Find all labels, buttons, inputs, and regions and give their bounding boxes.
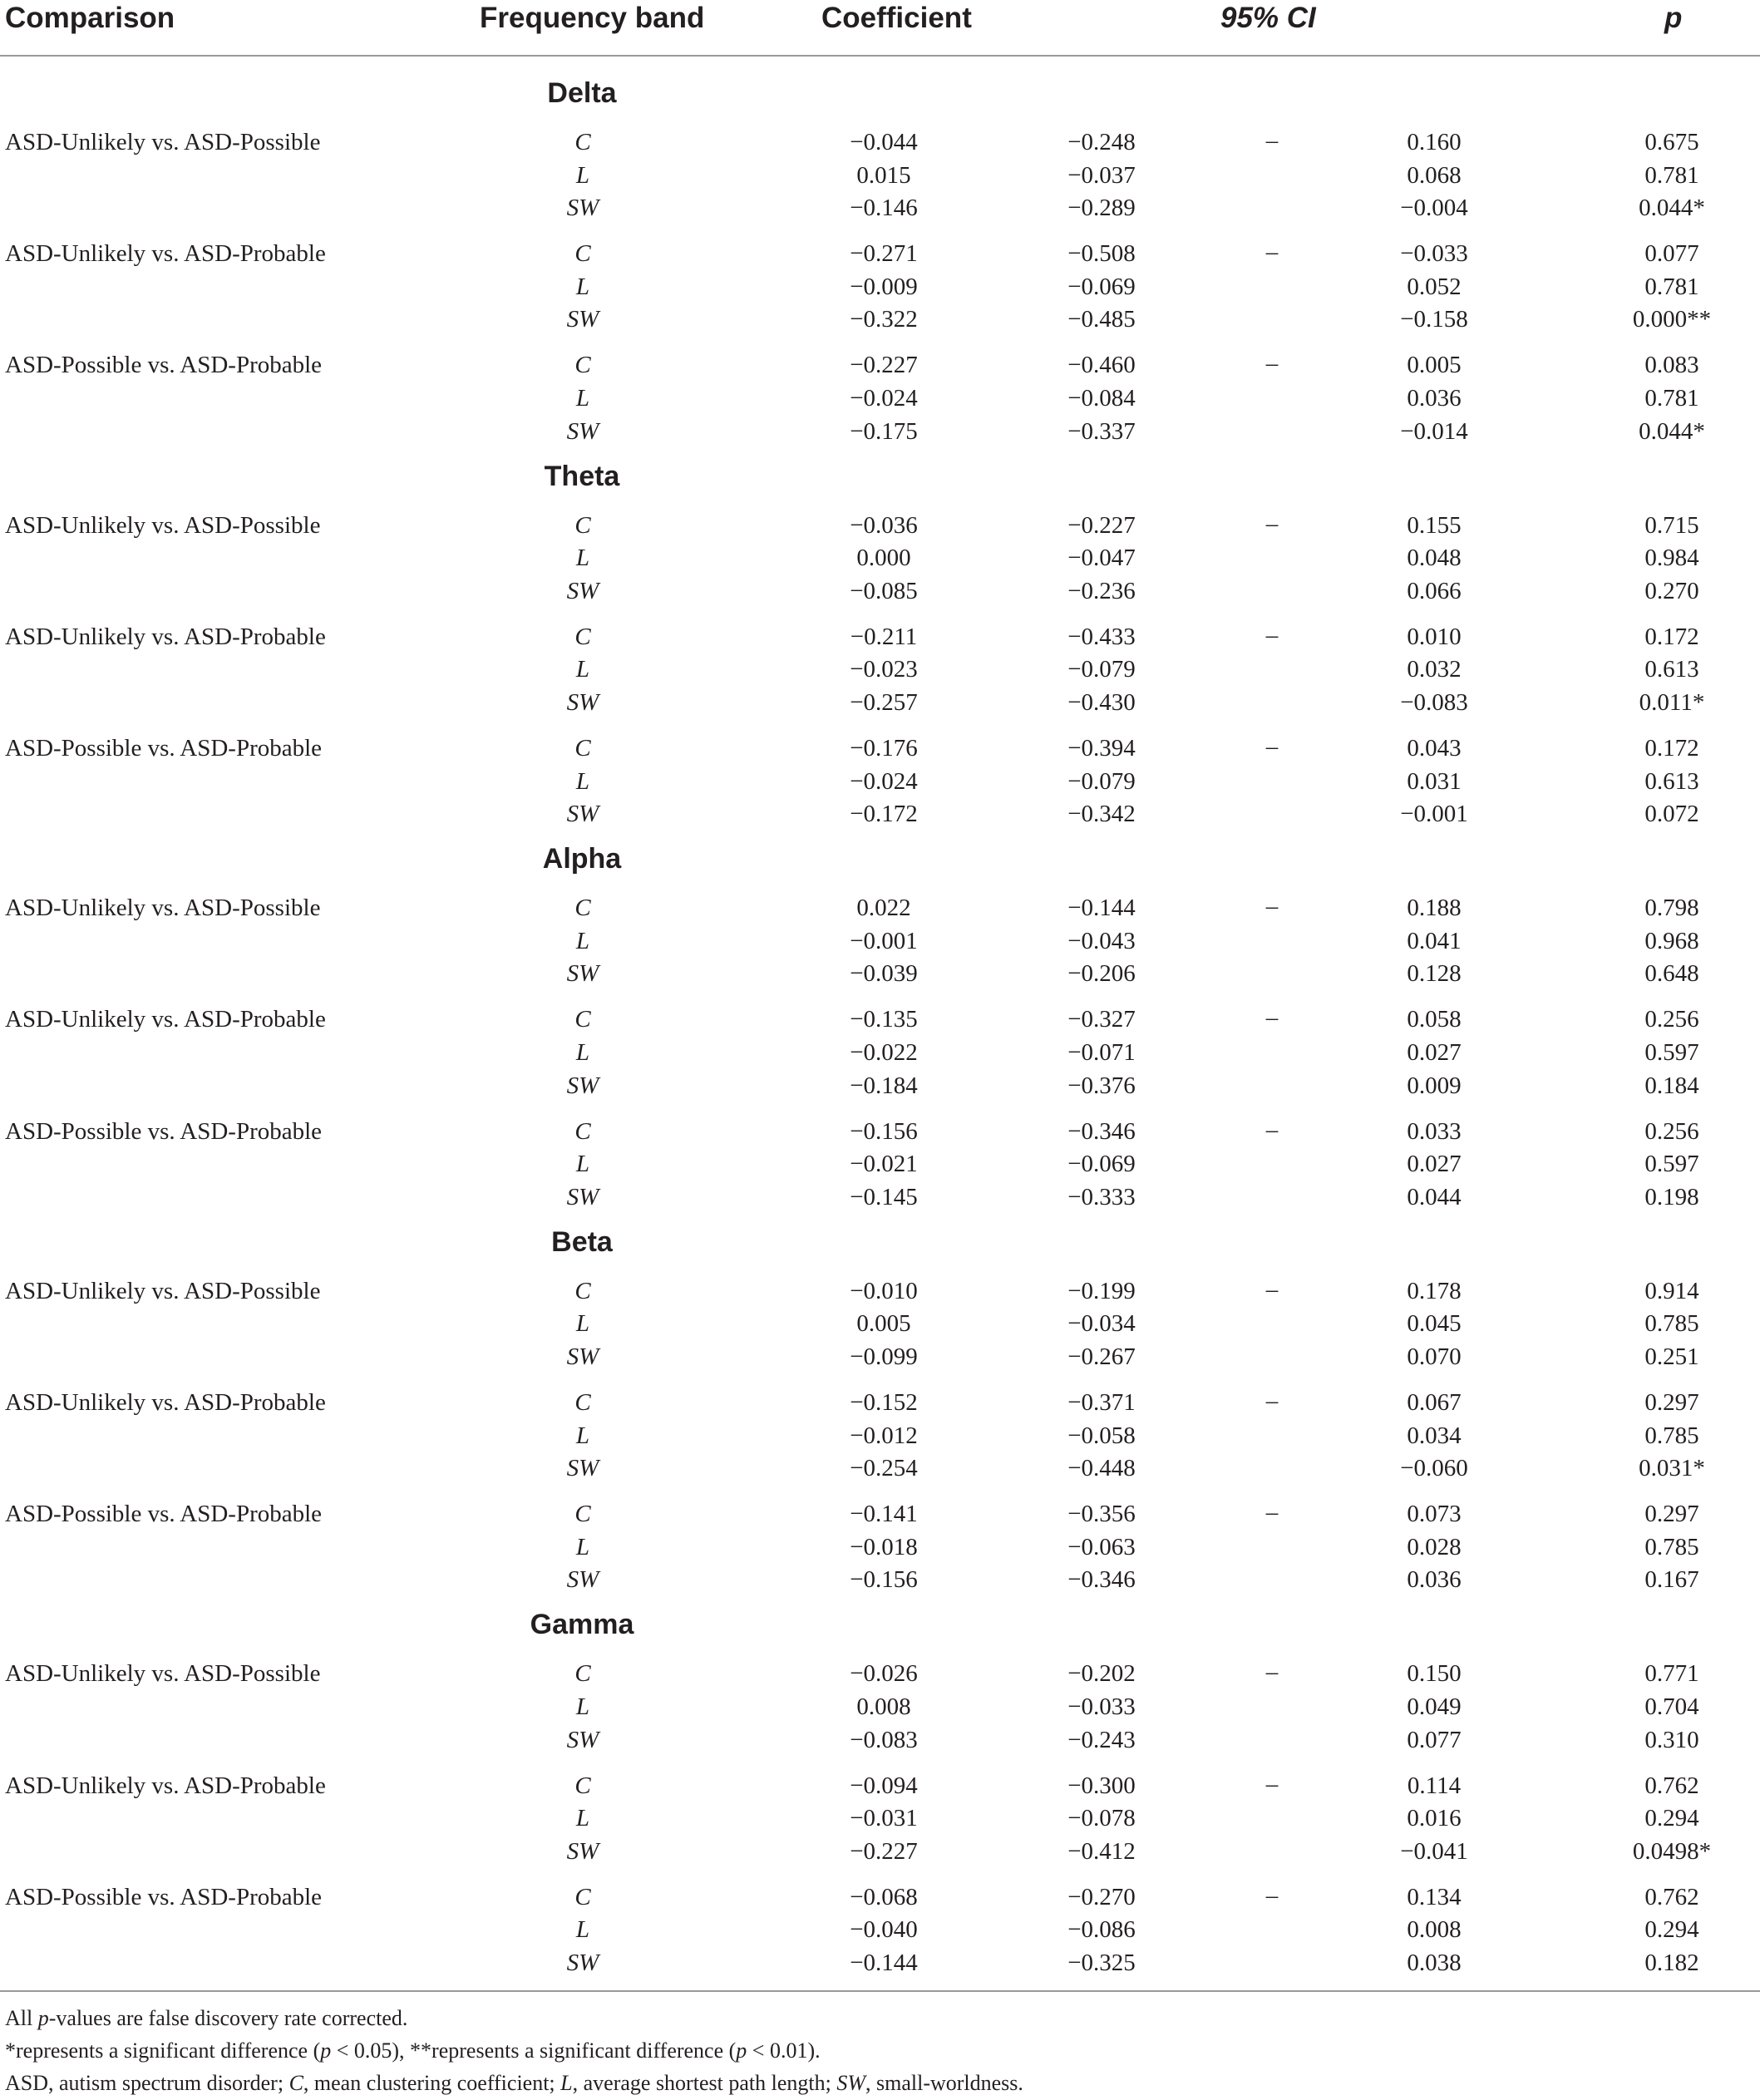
coefficient-value: −0.211	[850, 623, 918, 650]
p-value: 0.294	[1644, 1805, 1699, 1832]
comparison-label: ASD-Possible vs. ASD-Probable	[5, 1883, 323, 1910]
metric-label: SW	[566, 306, 599, 333]
metric-label: C	[574, 511, 591, 539]
ci-upper-value: −0.033	[1400, 240, 1468, 268]
ci-separator: –	[1265, 350, 1279, 377]
p-value: 0.0498*	[1632, 1837, 1712, 1865]
ci-upper-value: −0.001	[1400, 801, 1468, 828]
ci-lower-value: −0.412	[1067, 1837, 1136, 1865]
ci-separator: –	[1265, 893, 1279, 920]
metric-label: SW	[566, 1455, 599, 1482]
ci-lower-value: −0.086	[1067, 1916, 1136, 1944]
ci-lower-value: −0.371	[1067, 1389, 1136, 1416]
ci-upper-value: 0.066	[1407, 577, 1462, 604]
footnote-significance: *represents a significant difference (p < 0.05), **represents a significant difference (p < 0.01).	[5, 2038, 821, 2063]
p-value: 0.044*	[1639, 195, 1705, 222]
comparison-label: ASD-Unlikely vs. ASD-Possible	[5, 511, 321, 539]
ci-separator: –	[1265, 1388, 1279, 1414]
metric-label: L	[575, 385, 590, 412]
ci-lower-value: −0.460	[1067, 352, 1136, 379]
metric-label: C	[574, 1660, 591, 1688]
ci-upper-value: 0.041	[1407, 927, 1462, 954]
comparison-label: ASD-Possible vs. ASD-Probable	[5, 735, 323, 762]
ci-upper-value: 0.058	[1407, 1006, 1462, 1033]
comparison-label: ASD-Possible vs. ASD-Probable	[5, 1501, 323, 1528]
metric-label: L	[575, 545, 590, 572]
coefficient-value: −0.068	[850, 1883, 918, 1910]
ci-upper-value: 0.049	[1407, 1693, 1462, 1720]
metric-label: L	[575, 767, 590, 795]
ci-lower-value: −0.227	[1067, 511, 1136, 539]
ci-lower-value: −0.376	[1067, 1072, 1136, 1099]
metric-label: SW	[566, 1950, 599, 1976]
coefficient-value: −0.012	[850, 1422, 918, 1449]
metric-label: C	[574, 1277, 591, 1304]
metric-label: L	[575, 273, 590, 300]
ci-lower-value: −0.079	[1067, 656, 1136, 683]
p-value: 0.072	[1644, 801, 1699, 828]
p-value: 0.310	[1644, 1726, 1699, 1753]
ci-lower-value: −0.206	[1067, 960, 1136, 988]
coefficient-value: −0.145	[850, 1183, 918, 1210]
metric-label: L	[575, 1039, 590, 1066]
ci-upper-value: 0.031	[1407, 767, 1462, 795]
ci-upper-value: 0.008	[1407, 1916, 1462, 1944]
p-value: 0.044*	[1639, 417, 1705, 445]
metric-label: L	[575, 1422, 590, 1449]
metric-label: SW	[566, 1837, 599, 1865]
ci-lower-value: −0.248	[1067, 129, 1136, 155]
ci-upper-value: 0.027	[1407, 1151, 1462, 1178]
ci-lower-value: −0.448	[1067, 1455, 1136, 1482]
header-ci: 95% CI	[1220, 2, 1316, 34]
ci-lower-value: −0.043	[1067, 927, 1136, 954]
metric-label: SW	[566, 1343, 599, 1370]
ci-upper-value: 0.005	[1407, 352, 1462, 379]
p-value: 0.256	[1644, 1117, 1699, 1145]
metric-label: C	[574, 352, 591, 379]
p-value: 0.785	[1644, 1422, 1699, 1449]
ci-upper-value: 0.034	[1407, 1422, 1462, 1449]
comparison-label: ASD-Unlikely vs. ASD-Probable	[5, 1389, 326, 1416]
p-value: 0.270	[1644, 577, 1699, 604]
ci-separator: –	[1265, 1770, 1279, 1797]
ci-lower-value: −0.394	[1067, 735, 1136, 762]
p-value: 0.182	[1644, 1950, 1699, 1976]
footnote-fdr: All p-values are false discovery rate corrected.	[5, 2006, 408, 2030]
p-value: 0.184	[1644, 1072, 1699, 1099]
metric-label: L	[575, 161, 590, 189]
metric-label: C	[574, 1772, 591, 1799]
metric-label: SW	[566, 1726, 599, 1753]
coefficient-value: −0.026	[850, 1660, 918, 1688]
metric-label: L	[575, 1805, 590, 1832]
metric-label: SW	[566, 960, 599, 988]
p-value: 0.297	[1644, 1501, 1699, 1528]
ci-upper-value: −0.004	[1400, 195, 1468, 222]
band-heading: Gamma	[530, 1609, 634, 1641]
coefficient-value: −0.099	[850, 1343, 918, 1370]
p-value: 0.597	[1644, 1039, 1699, 1066]
coefficient-value: −0.024	[850, 385, 918, 412]
coefficient-value: −0.254	[850, 1455, 918, 1482]
coefficient-value: −0.156	[850, 1117, 918, 1145]
metric-label: SW	[566, 1072, 599, 1099]
ci-upper-value: 0.032	[1407, 656, 1462, 683]
coefficient-value: −0.175	[850, 417, 918, 445]
ci-lower-value: −0.433	[1067, 623, 1136, 650]
metric-label: C	[574, 1389, 591, 1416]
ci-upper-value: 0.009	[1407, 1072, 1462, 1099]
ci-upper-value: 0.027	[1407, 1039, 1462, 1066]
ci-separator: –	[1265, 733, 1279, 760]
metric-label: L	[575, 1916, 590, 1944]
p-value: 0.167	[1644, 1566, 1699, 1594]
ci-lower-value: −0.236	[1067, 577, 1136, 604]
metric-label: C	[574, 895, 591, 922]
band-heading: Beta	[551, 1225, 613, 1258]
ci-lower-value: −0.289	[1067, 195, 1136, 222]
metric-label: C	[574, 1006, 591, 1033]
p-value: 0.771	[1644, 1660, 1699, 1688]
ci-lower-value: −0.079	[1067, 767, 1136, 795]
p-value: 0.011*	[1639, 689, 1705, 716]
ci-lower-value: −0.333	[1067, 1183, 1136, 1210]
ci-lower-value: −0.485	[1067, 306, 1136, 333]
p-value: 0.762	[1644, 1883, 1699, 1910]
p-value: 0.256	[1644, 1006, 1699, 1033]
p-value: 0.297	[1644, 1389, 1699, 1416]
ci-upper-value: 0.178	[1407, 1277, 1462, 1304]
ci-lower-value: −0.337	[1067, 417, 1136, 445]
ci-upper-value: −0.158	[1400, 306, 1468, 333]
band-heading: Delta	[547, 77, 617, 109]
ci-lower-value: −0.034	[1067, 1310, 1136, 1338]
ci-lower-value: −0.356	[1067, 1501, 1136, 1528]
ci-lower-value: −0.199	[1067, 1277, 1136, 1304]
p-value: 0.675	[1644, 129, 1699, 155]
coefficient-value: −0.257	[850, 689, 918, 716]
ci-lower-value: −0.270	[1067, 1883, 1136, 1910]
ci-lower-value: −0.069	[1067, 1151, 1136, 1178]
metric-label: C	[574, 129, 591, 155]
ci-upper-value: 0.033	[1407, 1117, 1462, 1145]
coefficient-value: −0.039	[850, 960, 918, 988]
ci-upper-value: 0.044	[1407, 1183, 1462, 1210]
ci-separator: –	[1265, 621, 1279, 648]
ci-lower-value: −0.342	[1067, 801, 1136, 828]
ci-upper-value: 0.038	[1407, 1950, 1462, 1976]
comparison-label: ASD-Unlikely vs. ASD-Probable	[5, 1772, 326, 1799]
coefficient-value: −0.085	[850, 577, 918, 604]
ci-lower-value: −0.508	[1067, 240, 1136, 268]
header-p: p	[1664, 2, 1683, 34]
metric-label: SW	[566, 577, 599, 604]
coefficient-value: −0.271	[850, 240, 918, 268]
p-value: 0.294	[1644, 1916, 1699, 1944]
coefficient-value: −0.036	[850, 511, 918, 539]
metric-label: SW	[566, 1566, 599, 1594]
ci-upper-value: 0.114	[1407, 1772, 1462, 1799]
ci-upper-value: 0.016	[1407, 1805, 1462, 1832]
band-heading: Alpha	[542, 843, 622, 875]
p-value: 0.000**	[1632, 306, 1712, 333]
p-value: 0.198	[1644, 1183, 1699, 1210]
ci-upper-value: 0.073	[1407, 1501, 1462, 1528]
coefficient-value: −0.083	[850, 1726, 918, 1753]
p-value: 0.648	[1644, 960, 1699, 988]
bottom-rule	[0, 1990, 1760, 1992]
coefficient-value: −0.044	[850, 129, 918, 155]
coefficient-value: −0.184	[850, 1072, 918, 1099]
coefficient-value: −0.009	[850, 273, 918, 300]
metric-label: SW	[566, 801, 599, 828]
ci-upper-value: 0.052	[1407, 273, 1462, 300]
ci-lower-value: −0.430	[1067, 689, 1136, 716]
comparison-label: ASD-Unlikely vs. ASD-Possible	[5, 1660, 321, 1688]
p-value: 0.172	[1644, 623, 1699, 650]
p-value: 0.613	[1644, 656, 1699, 683]
ci-separator: –	[1265, 127, 1279, 154]
comparison-label: ASD-Unlikely vs. ASD-Probable	[5, 623, 326, 650]
ci-lower-value: −0.084	[1067, 385, 1136, 412]
header-rule	[0, 55, 1760, 57]
p-value: 0.762	[1644, 1772, 1699, 1799]
ci-upper-value: 0.068	[1407, 161, 1462, 189]
coefficient-value: −0.227	[850, 1837, 918, 1865]
ci-upper-value: 0.036	[1407, 1566, 1462, 1594]
coefficient-value: −0.031	[850, 1805, 918, 1832]
p-value: 0.781	[1644, 161, 1699, 189]
p-value: 0.798	[1644, 895, 1699, 922]
ci-lower-value: −0.346	[1067, 1117, 1136, 1145]
metric-label: SW	[566, 417, 599, 445]
metric-label: L	[575, 927, 590, 954]
ci-upper-value: 0.010	[1407, 623, 1462, 650]
band-heading: Theta	[544, 460, 620, 492]
coefficient-value: 0.022	[856, 895, 911, 922]
p-value: 0.613	[1644, 767, 1699, 795]
ci-upper-value: −0.060	[1400, 1455, 1468, 1482]
ci-lower-value: −0.346	[1067, 1566, 1136, 1594]
coefficient-value: 0.015	[856, 161, 911, 189]
p-value: 0.984	[1644, 545, 1699, 572]
metric-label: SW	[566, 1183, 599, 1210]
ci-lower-value: −0.325	[1067, 1950, 1136, 1976]
footnote-abbreviations: ASD, autism spectrum disorder; C, mean clustering coefficient; L, average shortest path length; SW, small-worldness.	[5, 2071, 1023, 2095]
coefficient-value: 0.005	[856, 1310, 911, 1338]
ci-upper-value: 0.048	[1407, 545, 1462, 572]
ci-lower-value: −0.037	[1067, 161, 1136, 189]
metric-label: C	[574, 240, 591, 268]
comparison-label: ASD-Unlikely vs. ASD-Possible	[5, 1277, 321, 1304]
metric-label: SW	[566, 195, 599, 222]
metric-label: C	[574, 1501, 591, 1528]
comparison-label: ASD-Possible vs. ASD-Probable	[5, 352, 323, 379]
p-value: 0.083	[1644, 352, 1699, 379]
p-value: 0.785	[1644, 1310, 1699, 1338]
ci-upper-value: −0.083	[1400, 689, 1468, 716]
coefficient-value: 0.008	[856, 1693, 911, 1720]
coefficient-value: −0.146	[850, 195, 918, 222]
coefficient-value: −0.021	[850, 1151, 918, 1178]
ci-lower-value: −0.071	[1067, 1039, 1136, 1066]
metric-label: C	[574, 623, 591, 650]
coefficient-value: −0.018	[850, 1533, 918, 1560]
ci-separator: –	[1265, 1659, 1279, 1686]
ci-upper-value: 0.067	[1407, 1389, 1462, 1416]
ci-lower-value: −0.327	[1067, 1006, 1136, 1033]
coefficient-value: −0.322	[850, 306, 918, 333]
header-frequency-band: Frequency band	[480, 2, 705, 34]
metric-label: L	[575, 1693, 590, 1720]
coefficient-value: −0.144	[850, 1950, 918, 1976]
coefficient-value: −0.010	[850, 1277, 918, 1304]
ci-upper-value: 0.045	[1407, 1310, 1462, 1338]
p-value: 0.172	[1644, 735, 1699, 762]
coefficient-value: −0.152	[850, 1389, 918, 1416]
ci-lower-value: −0.033	[1067, 1693, 1136, 1720]
ci-lower-value: −0.144	[1067, 895, 1136, 922]
ci-upper-value: 0.160	[1407, 129, 1462, 155]
ci-lower-value: −0.202	[1067, 1660, 1136, 1688]
p-value: 0.704	[1644, 1693, 1699, 1720]
ci-lower-value: −0.063	[1067, 1533, 1136, 1560]
coefficient-value: −0.022	[850, 1039, 918, 1066]
metric-label: L	[575, 1310, 590, 1338]
metric-label: L	[575, 656, 590, 683]
coefficient-value: −0.176	[850, 735, 918, 762]
metric-label: L	[575, 1533, 590, 1560]
ci-separator: –	[1265, 1881, 1279, 1909]
ci-upper-value: 0.043	[1407, 735, 1462, 762]
ci-separator: –	[1265, 1275, 1279, 1303]
coefficient-value: −0.156	[850, 1566, 918, 1594]
coefficient-value: −0.141	[850, 1501, 918, 1528]
ci-upper-value: −0.041	[1400, 1837, 1468, 1865]
p-value: 0.781	[1644, 385, 1699, 412]
coefficient-value: −0.024	[850, 767, 918, 795]
ci-separator: –	[1265, 239, 1279, 266]
metric-label: C	[574, 1117, 591, 1145]
p-value: 0.597	[1644, 1151, 1699, 1178]
ci-upper-value: −0.014	[1400, 417, 1468, 445]
p-value: 0.251	[1644, 1343, 1699, 1370]
p-value: 0.031*	[1639, 1455, 1705, 1482]
ci-upper-value: 0.150	[1407, 1660, 1462, 1688]
metric-label: C	[574, 1883, 591, 1910]
coefficient-value: 0.000	[856, 545, 911, 572]
coefficient-value: −0.172	[850, 801, 918, 828]
ci-lower-value: −0.267	[1067, 1343, 1136, 1370]
metric-label: C	[574, 735, 591, 762]
ci-separator: –	[1265, 510, 1279, 537]
ci-upper-value: 0.036	[1407, 385, 1462, 412]
comparison-label: ASD-Possible vs. ASD-Probable	[5, 1117, 323, 1145]
comparison-label: ASD-Unlikely vs. ASD-Possible	[5, 895, 321, 922]
coefficient-value: −0.227	[850, 352, 918, 379]
coefficient-value: −0.040	[850, 1916, 918, 1944]
metric-label: L	[575, 1151, 590, 1178]
comparison-label: ASD-Unlikely vs. ASD-Probable	[5, 240, 326, 268]
ci-separator: –	[1265, 1004, 1279, 1032]
ci-upper-value: 0.134	[1407, 1883, 1462, 1910]
comparison-label: ASD-Unlikely vs. ASD-Probable	[5, 1006, 326, 1033]
ci-separator: –	[1265, 1116, 1279, 1143]
ci-upper-value: 0.188	[1407, 895, 1462, 922]
ci-lower-value: −0.069	[1067, 273, 1136, 300]
ci-upper-value: 0.077	[1407, 1726, 1462, 1753]
ci-lower-value: −0.243	[1067, 1726, 1136, 1753]
p-value: 0.914	[1644, 1277, 1699, 1304]
ci-upper-value: 0.128	[1407, 960, 1462, 988]
coefficient-value: −0.023	[850, 656, 918, 683]
ci-upper-value: 0.028	[1407, 1533, 1462, 1560]
ci-lower-value: −0.300	[1067, 1772, 1136, 1799]
p-value: 0.968	[1644, 927, 1699, 954]
ci-lower-value: −0.058	[1067, 1422, 1136, 1449]
coefficient-value: −0.001	[850, 927, 918, 954]
header-comparison: Comparison	[5, 2, 175, 34]
p-value: 0.785	[1644, 1533, 1699, 1560]
metric-label: SW	[566, 689, 599, 716]
ci-upper-value: 0.070	[1407, 1343, 1462, 1370]
comparison-label: ASD-Unlikely vs. ASD-Possible	[5, 129, 321, 155]
coefficient-value: −0.094	[850, 1772, 918, 1799]
ci-separator: –	[1265, 1499, 1279, 1526]
header-coefficient: Coefficient	[821, 2, 972, 34]
p-value: 0.715	[1644, 511, 1699, 539]
ci-lower-value: −0.078	[1067, 1805, 1136, 1832]
p-value: 0.077	[1644, 240, 1699, 268]
ci-upper-value: 0.155	[1407, 511, 1462, 539]
ci-lower-value: −0.047	[1067, 545, 1136, 572]
coefficient-value: −0.135	[850, 1006, 918, 1033]
p-value: 0.781	[1644, 273, 1699, 300]
